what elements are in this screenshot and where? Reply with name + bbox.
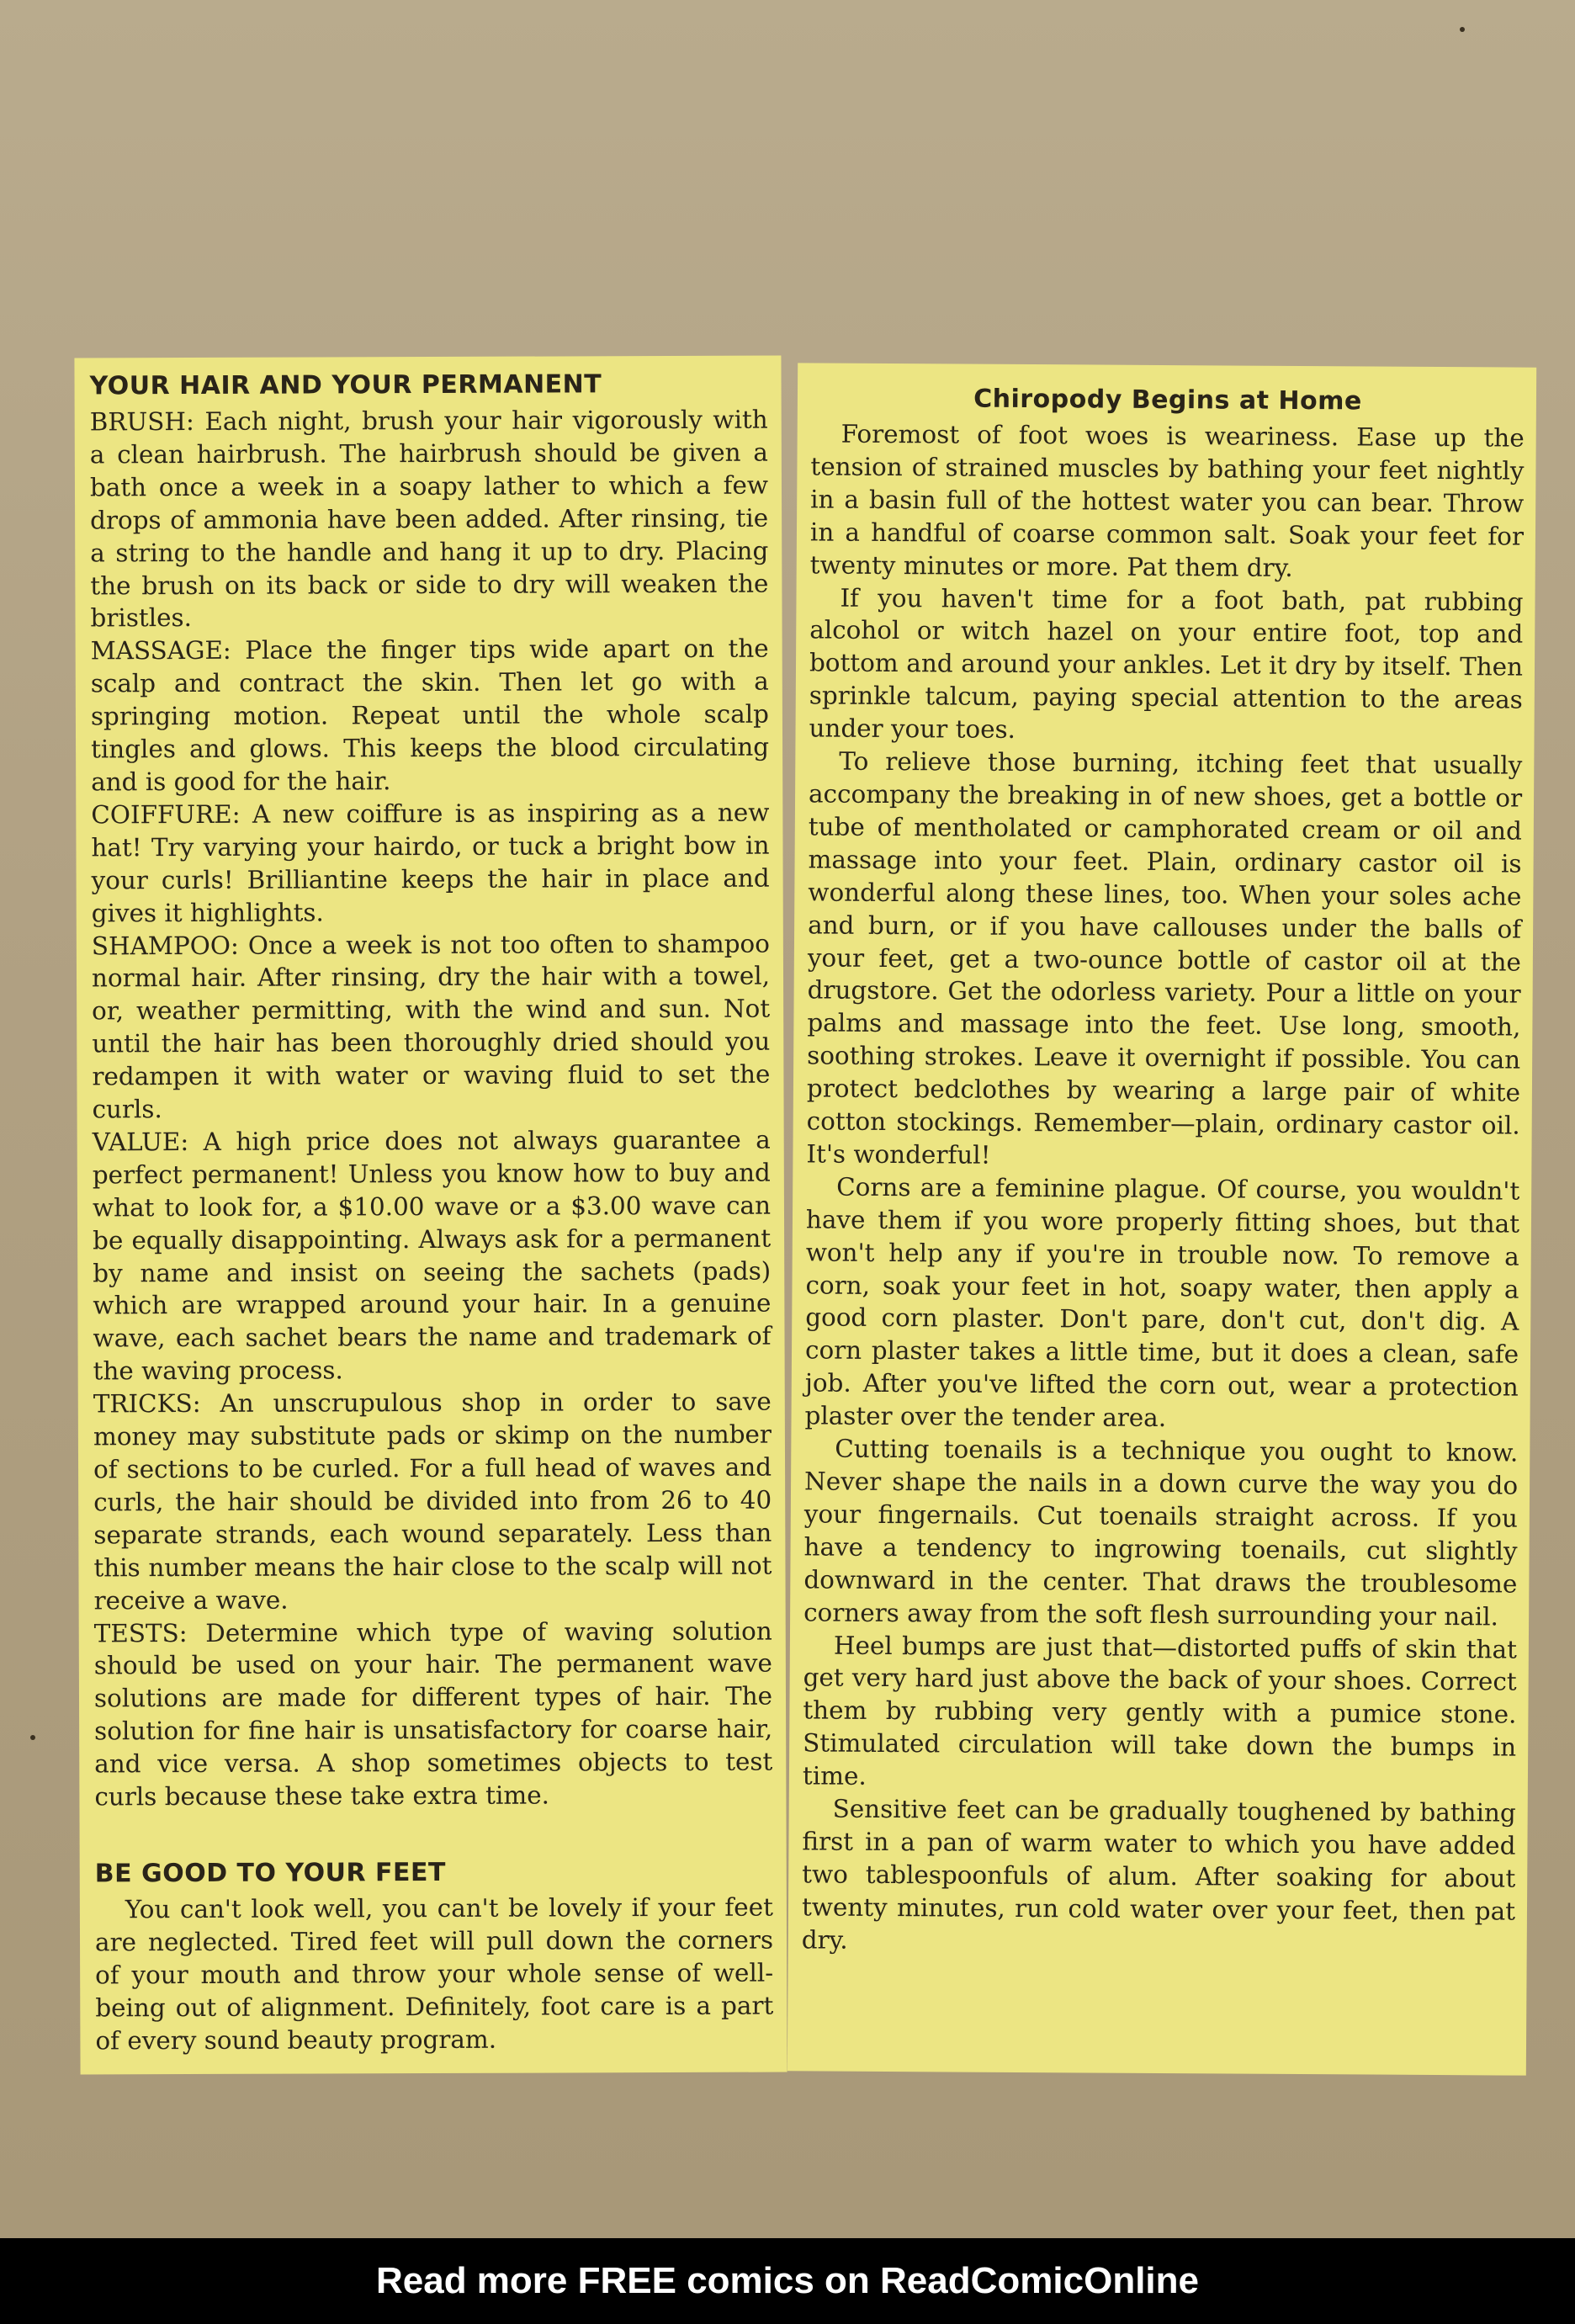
weariness-paragraph: Foremost of foot woes is weariness. Ease up the tension of strained muscles by bathing your feet nightly in a basin full of the hottest water you can bear. Throw in a handful of coarse common salt. Soak your feet for twenty minutes or more. Pat them dry. <box>809 419 1525 582</box>
sensitive-feet-paragraph: Sensitive feet can be gradually toughened by bathing first in a pan of warm water to which you have added two tablespoonfuls of alum. After soaking for about twenty minutes, run cold water over your feet, then pat dry. <box>801 1794 1516 1955</box>
tricks-paragraph: TRICKS: An unscrupulous shop in order to save money may substitute pads or skimp on the number of sections to be curled. For a full head of waves and curls, the hair should be divided into from 26 to 40 separate strands, each wound separately. Less than this number means the hair close to the scalp will not receive a wave. <box>93 1387 772 1616</box>
foot-bath-paragraph: If you haven't time for a foot bath, pat rubbing alcohol or witch hazel on your entire foot, top and bottom and around your ankles. Let it dry by itself. Then sprinkle talcum, paying special attention to the areas under your toes. <box>809 583 1524 745</box>
corns-paragraph: Corns are a feminine plague. Of course, you wouldn't have them if you wore properly fitting shoes, but that won't help any if you're in trouble now. To remove a corn, soak your feet in hot, soapy water, then apply a good corn plaster. Don't pare, don't cut, don't dig. A corn plaster takes a little time, but it does a clean, safe job. After you've lifted the corn out, wear a protection plaster over the tender area. <box>804 1172 1520 1433</box>
hair-permanent-heading: YOUR HAIR AND YOUR PERMANENT <box>89 369 602 401</box>
feet-paragraph: You can't look well, you can't be lovely if your feet are neglected. Tired feet will pull down the corners of your mouth and throw your whole sense of well-being out of alignment. Definitely, foot care is a part of every sound beauty program. <box>94 1892 774 2055</box>
heel-bumps-paragraph: Heel bumps are just that—distorted puffs of skin that get very hard just above the back of your shoes. Correct them by rubbing very gently with a pumice stone. Stimulated circulation will take down the bumps in time. <box>802 1631 1517 1791</box>
chiropody-column <box>788 363 1536 2075</box>
brush-paragraph: BRUSH: Each night, brush your hair vigorously with a clean hairbrush. The hairbrush should be given a bath once a week in a soapy lather to which a few drops of ammonia have been added. After rinsing, tie a string to the handle and hang it up to dry. Placing the brush on its back or side to dry will weaken the bristles. <box>89 405 769 633</box>
toenails-paragraph: Cutting toenails is a technique you ought to know. Never shape the nails in a down curve the way you do your fingernails. Cut toenails straight across. If you have a tendency to ingrowing toenails, cut slightly downward in the center. That draws the troublesome corners away from the soft flesh surrounding your nail. <box>803 1434 1519 1632</box>
coiffure-paragraph: COIFFURE: A new coiffure is as inspiring as a new hat! Try varying your hairdo, or tuck a bright bow in your curls! Brilliantine keeps the hair in place and gives it highlights. <box>91 798 770 927</box>
massage-paragraph: MASSAGE: Place the finger tips wide apart on the scalp and contract the skin. Then let go with a springing motion. Repeat until the whole scalp tingles and glows. This keeps the blood circulating and is good for the hair. <box>90 634 770 797</box>
speck <box>30 1735 35 1740</box>
chiropody-heading: Chiropody Begins at Home <box>973 384 1362 417</box>
speck <box>1460 27 1465 32</box>
tests-paragraph: TESTS: Determine which type of waving solution should be used on your hair. The permanent wave solutions are made for different types of hair. The solution for fine hair is unsatisfactory for coarse hair, and vice versa. A shop sometimes objects to test curls because these take extra time. <box>93 1616 773 1812</box>
hair-and-feet-column <box>74 356 787 2075</box>
burning-feet-paragraph: To relieve those burning, itching feet that usually accompany the breaking in of new shoes, get a bottle or tube of mentholated or camphorated cream or oil and massage into your feet. Plain, ordinary castor oil is wonderful along these lines, too. When your soles ache and burn, or if you have callouses under the balls of your feet, get a two-ounce bottle of castor oil at the drugstore. Get the odorless variety. Pour a little on your palms and massage into the feet. Use long, smooth, soothing strokes. Leave it overnight if possible. You can protect bedclothes by wearing a large pair of white cotton stockings. Remember—plain, ordinary castor oil. It's wonderful! <box>806 746 1523 1170</box>
feet-heading: BE GOOD TO YOUR FEET <box>94 1857 446 1889</box>
shampoo-paragraph: SHAMPOO: Once a week is not too often to shampoo normal hair. After rinsing, dry the hair with a towel, or, weather permitting, with the wind and sun. Not until the hair has been thoroughly dried should you redampen it with water or waving fluid to set the curls. <box>91 929 771 1124</box>
value-paragraph: VALUE: A high price does not always guarantee a perfect permanent! Unless you know how to buy and what to look for, a $10.00 wave or a $3.00 wave can be equally disappointing. Always ask for a permanent by name and insist on seeing the sachets (pads) which are wrapped around your hair. In a genuine wave, each sachet bears the name and trademark of the waving process. <box>92 1125 772 1386</box>
read-more-banner[interactable]: Read more FREE comics on ReadComicOnline <box>0 2238 1575 2324</box>
